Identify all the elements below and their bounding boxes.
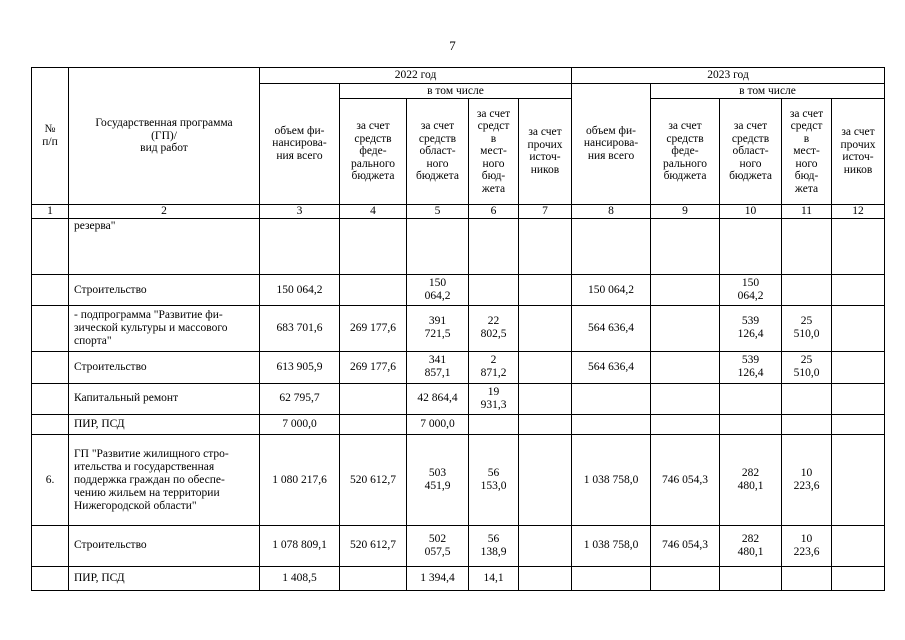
table-row	[32, 218, 885, 275]
federal-2023	[651, 352, 720, 383]
other-2023	[832, 435, 885, 526]
local-2022: 56 153,0	[469, 435, 519, 526]
local-2022: 19 931,3	[469, 383, 519, 414]
total-2023	[572, 383, 651, 414]
local-2022	[469, 218, 519, 275]
row-number	[32, 526, 69, 566]
header-program: Государственная программа (ГП)/ вид работ	[69, 68, 260, 205]
work-type: Капитальный ремонт	[69, 383, 260, 414]
work-type: Строительство	[69, 275, 260, 305]
regional-2023: 282 480,1	[720, 526, 782, 566]
column-number: 9	[651, 204, 720, 218]
total-2022	[260, 218, 340, 275]
other-2022	[519, 435, 572, 526]
other-2023	[832, 566, 885, 590]
regional-2022: 341 857,1	[407, 352, 469, 383]
regional-2022: 502 057,5	[407, 526, 469, 566]
total-2023: 564 636,4	[572, 305, 651, 352]
federal-2023	[651, 383, 720, 414]
federal-2023: 746 054,3	[651, 526, 720, 566]
column-number: 5	[407, 204, 469, 218]
federal-2023: 746 054,3	[651, 435, 720, 526]
total-2022: 62 795,7	[260, 383, 340, 414]
other-2022	[519, 383, 572, 414]
header-regional-2022: за счет средств област- ного бюджета	[407, 99, 469, 204]
table-row	[32, 566, 885, 590]
column-number: 7	[519, 204, 572, 218]
row-number	[32, 305, 69, 352]
row-number	[32, 218, 69, 275]
header-federal-2023: за счет средств феде- рального бюджета	[651, 99, 720, 204]
row-number: 6.	[32, 435, 69, 526]
other-2023	[832, 218, 885, 275]
local-2023: 25 510,0	[782, 305, 832, 352]
other-2022	[519, 305, 572, 352]
header-total-2022: объем фи- нансирова- ния всего	[260, 83, 340, 204]
regional-2022: 391 721,5	[407, 305, 469, 352]
column-numbers-row	[32, 204, 885, 218]
federal-2022: 269 177,6	[340, 305, 407, 352]
table-row	[32, 352, 885, 383]
total-2023	[572, 218, 651, 275]
header-year-2022: 2022 год	[260, 68, 572, 84]
other-2023	[832, 526, 885, 566]
local-2022: 2 871,2	[469, 352, 519, 383]
other-2023	[832, 305, 885, 352]
total-2023	[572, 566, 651, 590]
header-regional-2023: за счет средств област- ного бюджета	[720, 99, 782, 204]
regional-2022	[407, 218, 469, 275]
local-2023	[782, 218, 832, 275]
row-number	[32, 275, 69, 305]
regional-2023	[720, 218, 782, 275]
local-2023: 25 510,0	[782, 352, 832, 383]
local-2022	[469, 414, 519, 434]
table-row	[32, 305, 885, 352]
total-2023: 1 038 758,0	[572, 435, 651, 526]
other-2022	[519, 352, 572, 383]
column-number: 6	[469, 204, 519, 218]
total-2022: 150 064,2	[260, 275, 340, 305]
other-2022	[519, 566, 572, 590]
page-number: 7	[449, 38, 456, 53]
regional-2023	[720, 566, 782, 590]
federal-2022	[340, 275, 407, 305]
header-other-2022: за счет прочих источ- ников	[519, 99, 572, 204]
column-number: 2	[69, 204, 260, 218]
other-2023	[832, 275, 885, 305]
federal-2022	[340, 383, 407, 414]
row-number	[32, 383, 69, 414]
local-2023: 10 223,6	[782, 435, 832, 526]
federal-2023	[651, 218, 720, 275]
table-row	[32, 526, 885, 566]
local-2023	[782, 414, 832, 434]
total-2022: 613 905,9	[260, 352, 340, 383]
local-2023	[782, 566, 832, 590]
total-2023	[572, 414, 651, 434]
header-including-2022: в том числе	[340, 83, 572, 99]
regional-2023: 539 126,4	[720, 352, 782, 383]
column-number: 8	[572, 204, 651, 218]
local-2023: 10 223,6	[782, 526, 832, 566]
column-number: 12	[832, 204, 885, 218]
table-row	[32, 414, 885, 434]
regional-2023: 539 126,4	[720, 305, 782, 352]
other-2022	[519, 275, 572, 305]
federal-2023	[651, 305, 720, 352]
regional-2023	[720, 414, 782, 434]
work-type: Строительство	[69, 526, 260, 566]
local-2022: 56 138,9	[469, 526, 519, 566]
total-2022: 1 078 809,1	[260, 526, 340, 566]
other-2022	[519, 414, 572, 434]
column-number: 10	[720, 204, 782, 218]
federal-2022	[340, 218, 407, 275]
other-2022	[519, 526, 572, 566]
column-number: 4	[340, 204, 407, 218]
header-federal-2022: за счет средств феде- рального бюджета	[340, 99, 407, 204]
header-total-2023: объем фи- нансирова- ния всего	[572, 83, 651, 204]
regional-2022: 7 000,0	[407, 414, 469, 434]
header-local-2022: за счет средст в мест- ного бюд- жета	[469, 99, 519, 204]
header-other-2023: за счет прочих источ- ников	[832, 99, 885, 204]
local-2022: 22 802,5	[469, 305, 519, 352]
regional-2023	[720, 383, 782, 414]
regional-2023: 150 064,2	[720, 275, 782, 305]
local-2022: 14,1	[469, 566, 519, 590]
federal-2022	[340, 414, 407, 434]
federal-2022: 520 612,7	[340, 526, 407, 566]
local-2023	[782, 275, 832, 305]
column-number: 11	[782, 204, 832, 218]
row-number	[32, 414, 69, 434]
work-type: ПИР, ПСД	[69, 566, 260, 590]
total-2022: 1 408,5	[260, 566, 340, 590]
header-year-2023: 2023 год	[572, 68, 885, 84]
federal-2023	[651, 275, 720, 305]
regional-2022: 42 864,4	[407, 383, 469, 414]
other-2023	[832, 352, 885, 383]
table-row	[32, 275, 885, 305]
total-2022: 683 701,6	[260, 305, 340, 352]
work-type: ПИР, ПСД	[69, 414, 260, 434]
row-number	[32, 566, 69, 590]
local-2023	[782, 383, 832, 414]
other-2023	[832, 414, 885, 434]
federal-2022: 520 612,7	[340, 435, 407, 526]
federal-2022	[340, 566, 407, 590]
total-2023: 1 038 758,0	[572, 526, 651, 566]
financing-table	[31, 67, 885, 591]
work-type: Строительство	[69, 352, 260, 383]
row-number	[32, 352, 69, 383]
work-type: - подпрограмма "Развитие фи- зической культуры и массового спорта"	[69, 305, 260, 352]
header-number: № п/п	[32, 68, 69, 205]
header-including-2023: в том числе	[651, 83, 885, 99]
work-type: резерва"	[69, 218, 260, 275]
federal-2023	[651, 414, 720, 434]
federal-2022: 269 177,6	[340, 352, 407, 383]
work-type: ГП "Развитие жилищного стро- ительства и государственная поддержка граждан по обеспе- чению жильем на территории Нижегородской области"	[69, 435, 260, 526]
column-number: 3	[260, 204, 340, 218]
regional-2022: 150 064,2	[407, 275, 469, 305]
total-2022: 1 080 217,6	[260, 435, 340, 526]
total-2023: 564 636,4	[572, 352, 651, 383]
federal-2023	[651, 566, 720, 590]
total-2022: 7 000,0	[260, 414, 340, 434]
table-row	[32, 383, 885, 414]
regional-2022: 503 451,9	[407, 435, 469, 526]
header-local-2023: за счет средст в мест- ного бюд- жета	[782, 99, 832, 204]
column-number: 1	[32, 204, 69, 218]
total-2023: 150 064,2	[572, 275, 651, 305]
regional-2022: 1 394,4	[407, 566, 469, 590]
other-2022	[519, 218, 572, 275]
other-2023	[832, 383, 885, 414]
table-row	[32, 435, 885, 526]
regional-2023: 282 480,1	[720, 435, 782, 526]
local-2022	[469, 275, 519, 305]
